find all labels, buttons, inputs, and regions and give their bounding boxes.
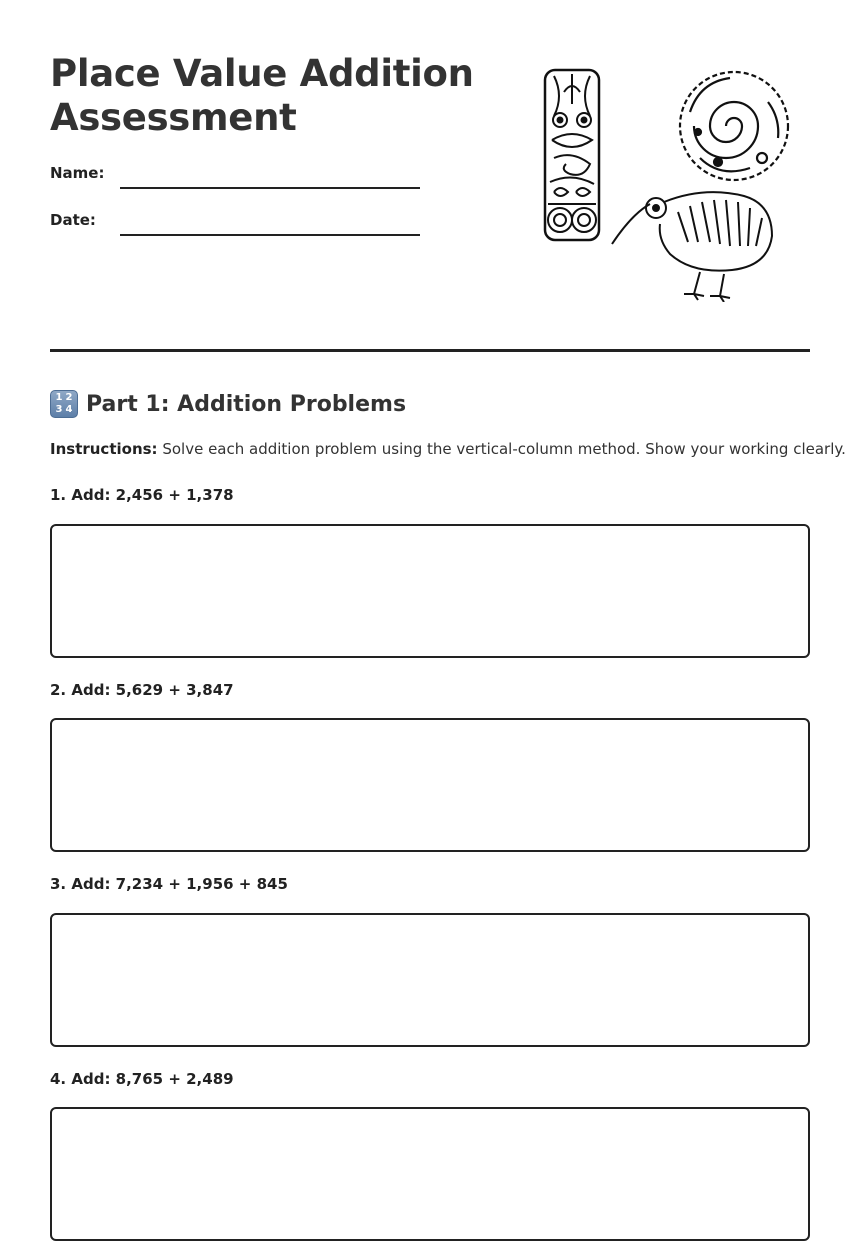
date-field[interactable] xyxy=(120,234,420,236)
answer-box[interactable] xyxy=(50,718,810,852)
name-label: Name: xyxy=(50,164,105,182)
page-title: Place Value Addition Assessment xyxy=(50,52,474,139)
name-field[interactable] xyxy=(120,187,420,189)
question-label: 4. Add: 8,765 + 2,489 xyxy=(50,1070,234,1088)
answer-box[interactable] xyxy=(50,1107,810,1241)
header-illustration xyxy=(540,62,800,302)
instructions-text: Solve each addition problem using the vertical-column method. Show your working clearly. xyxy=(157,440,846,458)
kiwi-bird-icon xyxy=(612,192,772,302)
icon-digit: 4 xyxy=(65,404,73,415)
question-label: 3. Add: 7,234 + 1,956 + 845 xyxy=(50,875,288,893)
question-label: 2. Add: 5,629 + 3,847 xyxy=(50,681,234,699)
koru-swirl-icon xyxy=(680,72,788,180)
question-label: 1. Add: 2,456 + 1,378 xyxy=(50,486,234,504)
section-title: Part 1: Addition Problems xyxy=(86,391,407,417)
icon-digit: 2 xyxy=(65,392,73,403)
section-divider xyxy=(50,349,810,352)
input-numbers-icon xyxy=(50,390,78,418)
answer-box[interactable] xyxy=(50,524,810,658)
icon-digit: 3 xyxy=(55,404,63,415)
icon-digit: 1 xyxy=(55,392,63,403)
section-heading xyxy=(50,388,406,420)
instructions xyxy=(50,440,846,458)
date-label: Date: xyxy=(50,211,96,229)
answer-box[interactable] xyxy=(50,913,810,1047)
maori-carving-icon xyxy=(545,70,599,240)
instructions-label: Instructions: xyxy=(50,440,158,458)
